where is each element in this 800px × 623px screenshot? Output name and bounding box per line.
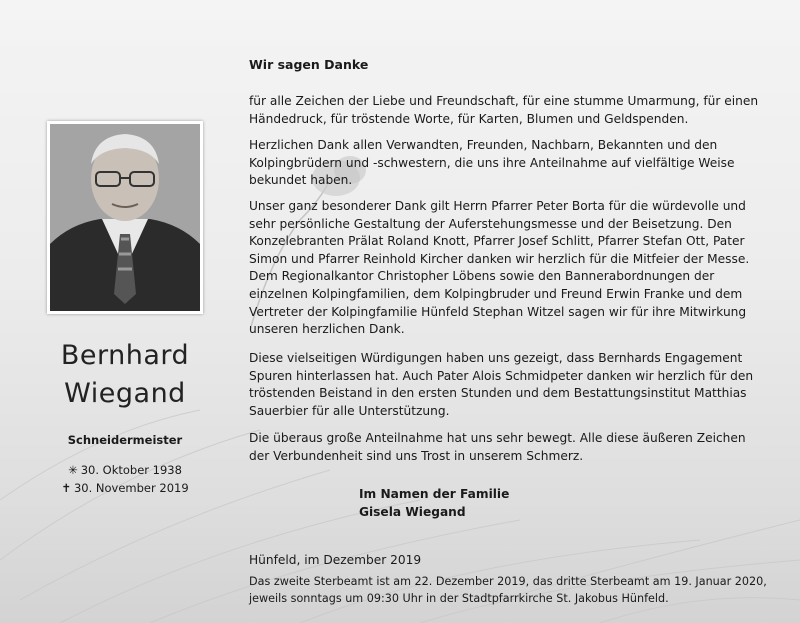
place-date: Hünfeld, im Dezember 2019: [249, 553, 422, 567]
death-date: 30. November 2019: [73, 481, 189, 495]
mass-note: Das zweite Sterbeamt ist am 22. Dezember 2019, das dritte Sterbeamt am 19. Januar 2020, jeweils sonntags um 09:30 Uhr in der Stadtpfarrkirche St. Jakobus Hünfeld.: [249, 575, 767, 605]
paragraph-3: Unser ganz besonderer Dank gilt Herrn Pfarrer Peter Borta für die würdevolle und sehr persönliche Gestaltung der Auferstehungsmesse und der Beisetzung. Den Konzelebranten Prälat Roland Knott, Pfarrer Josef Schlitt, Pfarrer Stefan Ott, Pater Simon und Pfarrer Reinhold Kircher danken wir herzlich für die Mitfeier der Messe. Dem Regionalkantor Christopher Löbens sowie den Bannerabordnungen der einzelnen Kolpingfamilien, dem Kolpingbruder und Freund Erwin Franke und dem Vertreter der Kolpingfamilie Hünfeld Stephan Witzel sagen wir für ihre Mitwirkung unseren herzlichen Dank.: [249, 199, 750, 337]
paragraph-5: Die überaus große Anteilnahme hat uns sehr bewegt. Alle diese äußeren Zeichen der Verbundenheit sind uns Trost in unserem Schmerz.: [249, 431, 746, 463]
paragraph-2: Herzlichen Dank allen Verwandten, Freunden, Nachbarn, Bekannten und den Kolpingbrüdern und -schwestern, die uns ihre Anteilnahme auf vielfältige Weise bekundet haben.: [249, 138, 735, 188]
portrait-photo: [47, 121, 203, 314]
paragraph-4: Diese vielseitigen Würdigungen haben uns gezeigt, dass Bernhards Engagement Spuren hinterlassen hat. Auch Pater Alois Schmidpeter danken wir herzlich für den tröstenden Beistand in den ersten Stunden und dem Bestattungsinstitut Matthias Sauerbier für alle Unterstützung.: [249, 351, 754, 418]
deceased-first-name: Bernhard: [60, 340, 190, 371]
occupation: Schneidermeister: [67, 433, 183, 447]
signature-line-2: Gisela Wiegand: [359, 505, 466, 519]
paragraph-1: für alle Zeichen der Liebe und Freundschaft, für eine stumme Umarmung, für einen Händedruck, für tröstende Worte, für Karten, Blumen und Geldspenden.: [249, 94, 759, 126]
death-date-line: [40, 481, 210, 495]
birth-star-icon: ✳: [68, 463, 78, 477]
deceased-last-name: Wiegand: [64, 378, 186, 409]
signature-line-1: Im Namen der Familie: [359, 487, 510, 501]
heading: Wir sagen Danke: [249, 57, 369, 72]
birth-date-line: [40, 463, 210, 477]
birth-date: 30. Oktober 1938: [80, 463, 182, 477]
cross-icon: ✝: [61, 481, 71, 495]
